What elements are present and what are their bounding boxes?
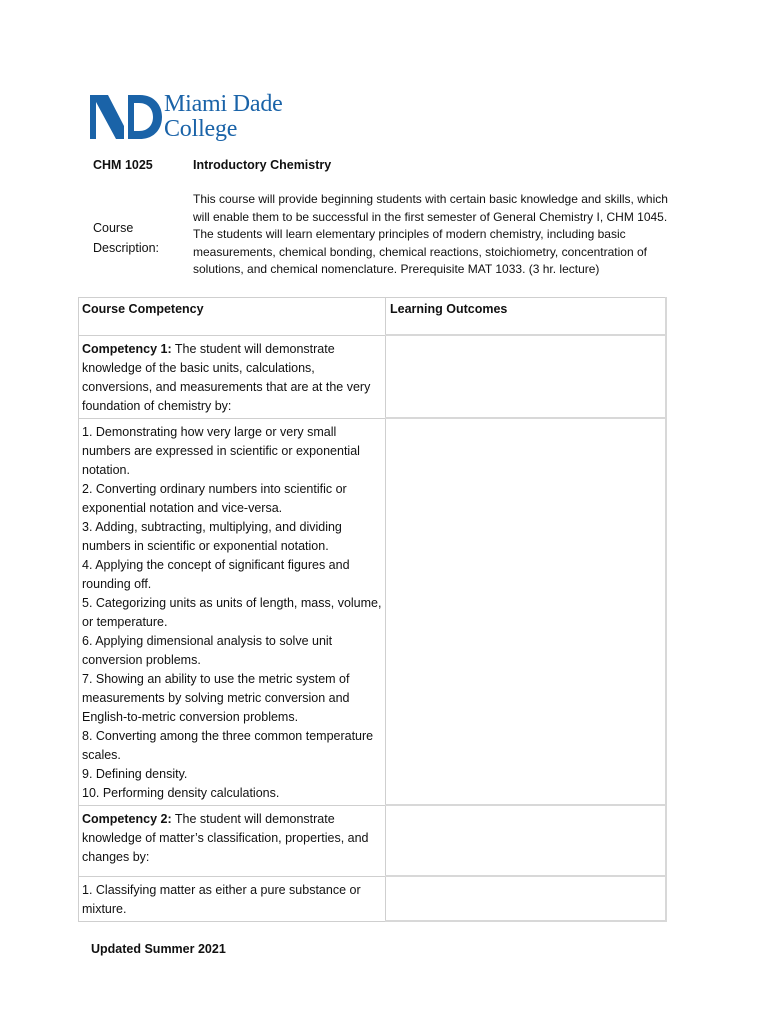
table-header-row bbox=[79, 298, 666, 336]
table-row bbox=[79, 335, 666, 418]
learning-outcomes-header: Learning Outcomes bbox=[386, 298, 666, 336]
learning-outcomes-cell bbox=[386, 876, 666, 921]
list-item: 1. Demonstrating how very large or very small numbers are expressed in scientific or exponential notation. bbox=[82, 424, 360, 477]
competency-2-lead: Competency 2: bbox=[82, 811, 172, 826]
learning-outcomes-cell bbox=[386, 805, 666, 876]
list-item: 1. Classifying matter as either a pure substance or mixture. bbox=[82, 882, 361, 916]
competency-1-text: The student will demonstrate knowledge of the basic units, calculations, conversions, and measurements that are at the very foundation of chemistry by: bbox=[82, 341, 371, 413]
table-row bbox=[79, 805, 666, 876]
list-item: 3. Adding, subtracting, multiplying, and dividing numbers in scientific or exponential notation. bbox=[82, 519, 342, 553]
course-competency-header: Course Competency bbox=[79, 298, 386, 336]
course-description-text: This course will provide beginning students with certain basic knowledge and skills, which will enable them to be successful in the first semester of General Chemistry I, CHM 1045. The students will learn elementary principles of modern chemistry, including basic measurements, chemical bonding, chemical reactions, stoichiometry, concentration of solutions, and chemical nomenclature. Prerequisite MAT 1033. (3 hr. lecture) bbox=[193, 192, 668, 277]
course-description-label: Course Description: bbox=[93, 221, 159, 255]
course-code: CHM 1025 bbox=[93, 158, 153, 172]
competency-1-items-cell bbox=[79, 418, 386, 805]
list-item: 4. Applying the concept of significant figures and rounding off. bbox=[82, 557, 350, 591]
updated-footer: Updated Summer 2021 bbox=[91, 942, 226, 956]
list-item: 8. Converting among the three common temperature scales. bbox=[82, 728, 374, 762]
list-item: 10. Performing density calculations. bbox=[82, 785, 280, 800]
competency-table bbox=[78, 297, 667, 922]
competency-2-items-cell bbox=[79, 876, 386, 921]
table-row bbox=[79, 418, 666, 805]
learning-outcomes-cell bbox=[386, 335, 666, 418]
competency-1-lead: Competency 1: bbox=[82, 341, 172, 356]
list-item: 2. Converting ordinary numbers into scientific or exponential notation and vice-versa. bbox=[82, 481, 347, 515]
list-item: 5. Categorizing units as units of length, mass, volume, or temperature. bbox=[82, 595, 382, 629]
learning-outcomes-cell bbox=[386, 418, 666, 805]
competency-2-text: The student will demonstrate knowledge of matter’s classification, properties, and changes by: bbox=[82, 811, 369, 864]
list-item: 9. Defining density. bbox=[82, 766, 188, 781]
college-name bbox=[164, 92, 283, 142]
competency-1-cell bbox=[79, 335, 386, 418]
college-name-line2: College bbox=[164, 116, 238, 142]
college-name-line1: Miami Dade bbox=[164, 91, 283, 117]
course-title: Introductory Chemistry bbox=[193, 158, 332, 172]
table-row bbox=[79, 876, 666, 921]
list-item: 7. Showing an ability to use the metric system of measurements by solving metric conversion and English-to-metric conversion problems. bbox=[82, 671, 350, 724]
list-item: 6. Applying dimensional analysis to solve unit conversion problems. bbox=[82, 633, 333, 667]
md-logo-mark-icon bbox=[90, 92, 162, 142]
college-logo bbox=[90, 92, 300, 144]
competency-2-cell bbox=[79, 805, 386, 876]
